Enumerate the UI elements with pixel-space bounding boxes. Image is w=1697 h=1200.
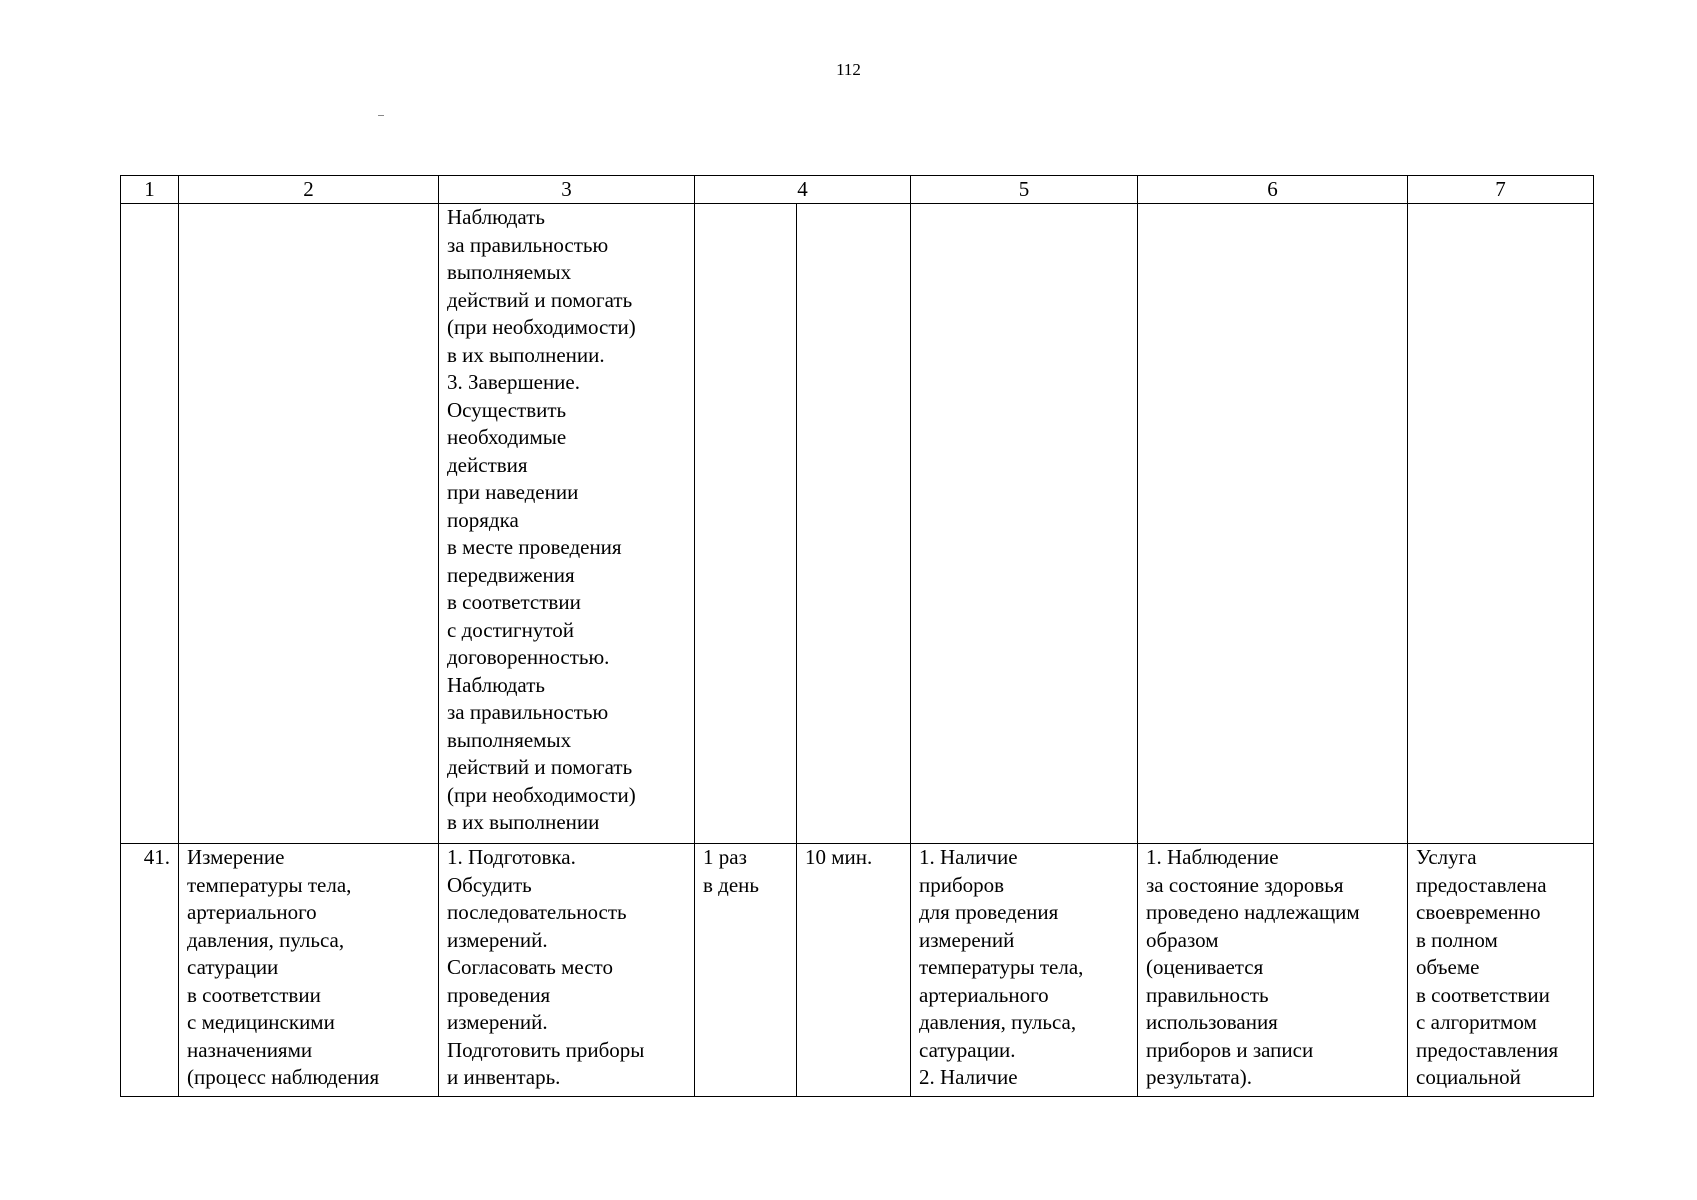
cell-indicators (1138, 204, 1408, 844)
header-col-1: 1 (121, 176, 179, 204)
cell-procedure: Наблюдать за правильностью выполняемых действий и помогать (при необходимости) в их выполнении. 3. Завершение. Осуществить необходимые действия при наведении порядка в месте проведения передвижения в соответствии с достигнутой договоренностью. Наблюдать за правильностью выполняемых действий и помогать (при необходимости) в их выполнении (439, 204, 695, 844)
cell-duration (797, 204, 911, 844)
services-table (120, 175, 1594, 1097)
scan-artifact (378, 115, 384, 116)
cell-indicators: 1. Наблюдение за состояние здоровья проведено надлежащим образом (оценивается правильность использования приборов и записи результата). (1138, 844, 1408, 1097)
cell-service-name (179, 204, 439, 844)
cell-result (1408, 204, 1594, 844)
cell-duration: 10 мин. (797, 844, 911, 1097)
header-col-2: 2 (179, 176, 439, 204)
table-row-continuation (121, 204, 1594, 844)
cell-procedure: 1. Подготовка. Обсудить последовательность измерений. Согласовать место проведения измерений. Подготовить приборы и инвентарь. (439, 844, 695, 1097)
cell-result: Услуга предоставлена своевременно в полном объеме в соответствии с алгоритмом предоставления социальной (1408, 844, 1594, 1097)
cell-conditions (911, 204, 1138, 844)
header-col-6: 6 (1138, 176, 1408, 204)
page-number: 112 (836, 60, 861, 79)
cell-number (121, 204, 179, 844)
cell-conditions: 1. Наличие приборов для проведения измерений температуры тела, артериального давления, пульса, сатурации. 2. Наличие (911, 844, 1138, 1097)
cell-frequency (695, 204, 797, 844)
header-col-4: 4 (695, 176, 911, 204)
header-col-5: 5 (911, 176, 1138, 204)
cell-service-name: Измерение температуры тела, артериального давления, пульса, сатурации в соответствии с медицинскими назначениями (процесс наблюдения (179, 844, 439, 1097)
cell-number: 41. (121, 844, 179, 1097)
header-col-3: 3 (439, 176, 695, 204)
cell-frequency: 1 раз в день (695, 844, 797, 1097)
header-col-7: 7 (1408, 176, 1594, 204)
table-row-41 (121, 844, 1594, 1097)
table-header-row (121, 176, 1594, 204)
